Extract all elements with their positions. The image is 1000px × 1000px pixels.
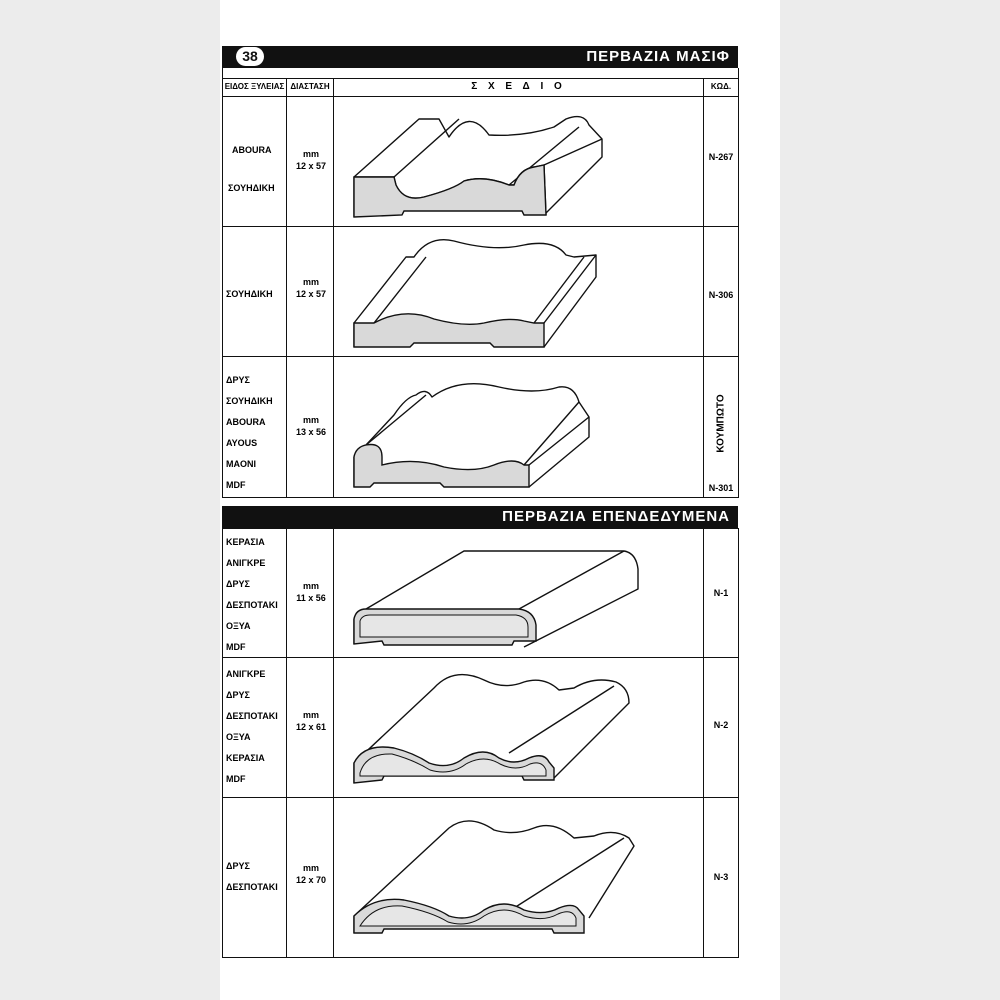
row-6-dimension: mm 12 x 70: [295, 863, 327, 885]
column-header-code: ΚΩΔ.: [710, 82, 732, 91]
row-3-woods: ΔΡΥΣ ΣΟΥΗΔΙΚΗ ABOURA AYOUS MAONI MDF: [226, 375, 273, 490]
profile-drawing-n306: [334, 227, 703, 356]
row-5-dimension: mm 12 x 61: [295, 710, 327, 732]
profile-drawing-n267: [334, 97, 703, 226]
profile-drawing-n1: [334, 529, 703, 657]
row-5-woods: ΑΝΙΓΚΡΕ ΔΡΥΣ ΔΕΣΠΟΤΑΚΙ ΟΞΥΑ ΚΕΡΑΣΙΑ MDF: [226, 669, 278, 784]
row-4-code: N-1: [713, 588, 729, 598]
column-header-wood: ΕΙΔΟΣ ΞΥΛΕΙΑΣ: [224, 82, 285, 91]
row-6-woods: ΔΡΥΣ ΔΕΣΠΟΤΑΚΙ: [226, 861, 278, 892]
page-number: 38: [236, 47, 264, 66]
section-title-veneered: ΠΕΡΒΑΖΙΑ ΕΠΕΝΔΕΔΥΜΕΝΑ: [502, 508, 730, 525]
profile-drawing-n2: [334, 658, 703, 797]
section-header-solid: [222, 46, 738, 68]
row-3-dimension: mm 13 x 56: [295, 415, 327, 437]
section-title-solid: ΠΕΡΒΑΖΙΑ ΜΑΣΙΦ: [586, 48, 730, 65]
row-2-dimension: mm 12 x 57: [295, 277, 327, 299]
profile-drawing-n3: [334, 798, 703, 957]
row-4-woods: ΚΕΡΑΣΙΑ ΑΝΙΓΚΡΕ ΔΡΥΣ ΔΕΣΠΟΤΑΚΙ ΟΞΥΑ MDF: [226, 537, 278, 652]
row-6-code: N-3: [713, 872, 729, 882]
row-1-dimension: mm 12 x 57: [295, 149, 327, 171]
row-3-vertical-label: ΚΟΥΜΠΩΤΟ: [715, 394, 727, 453]
row-3-code: N-301: [708, 483, 734, 493]
row-4-dimension: mm 11 x 56: [296, 581, 326, 603]
profile-drawing-n301: [334, 357, 703, 497]
column-header-dimension: ΔΙΑΣΤΑΣΗ: [290, 82, 330, 91]
row-2-woods: ΣΟΥΗΔΙΚΗ: [226, 289, 273, 299]
row-1-code: N-267: [708, 152, 734, 162]
row-1-woods: ABOURA ΣΟΥΗΔΙΚΗ: [228, 145, 275, 193]
row-5-code: N-2: [713, 720, 729, 730]
section-header-veneered: [222, 506, 738, 528]
row-2-code: N-306: [708, 290, 734, 300]
column-header-drawing: Σ Χ Ε Δ Ι Ο: [471, 81, 566, 92]
